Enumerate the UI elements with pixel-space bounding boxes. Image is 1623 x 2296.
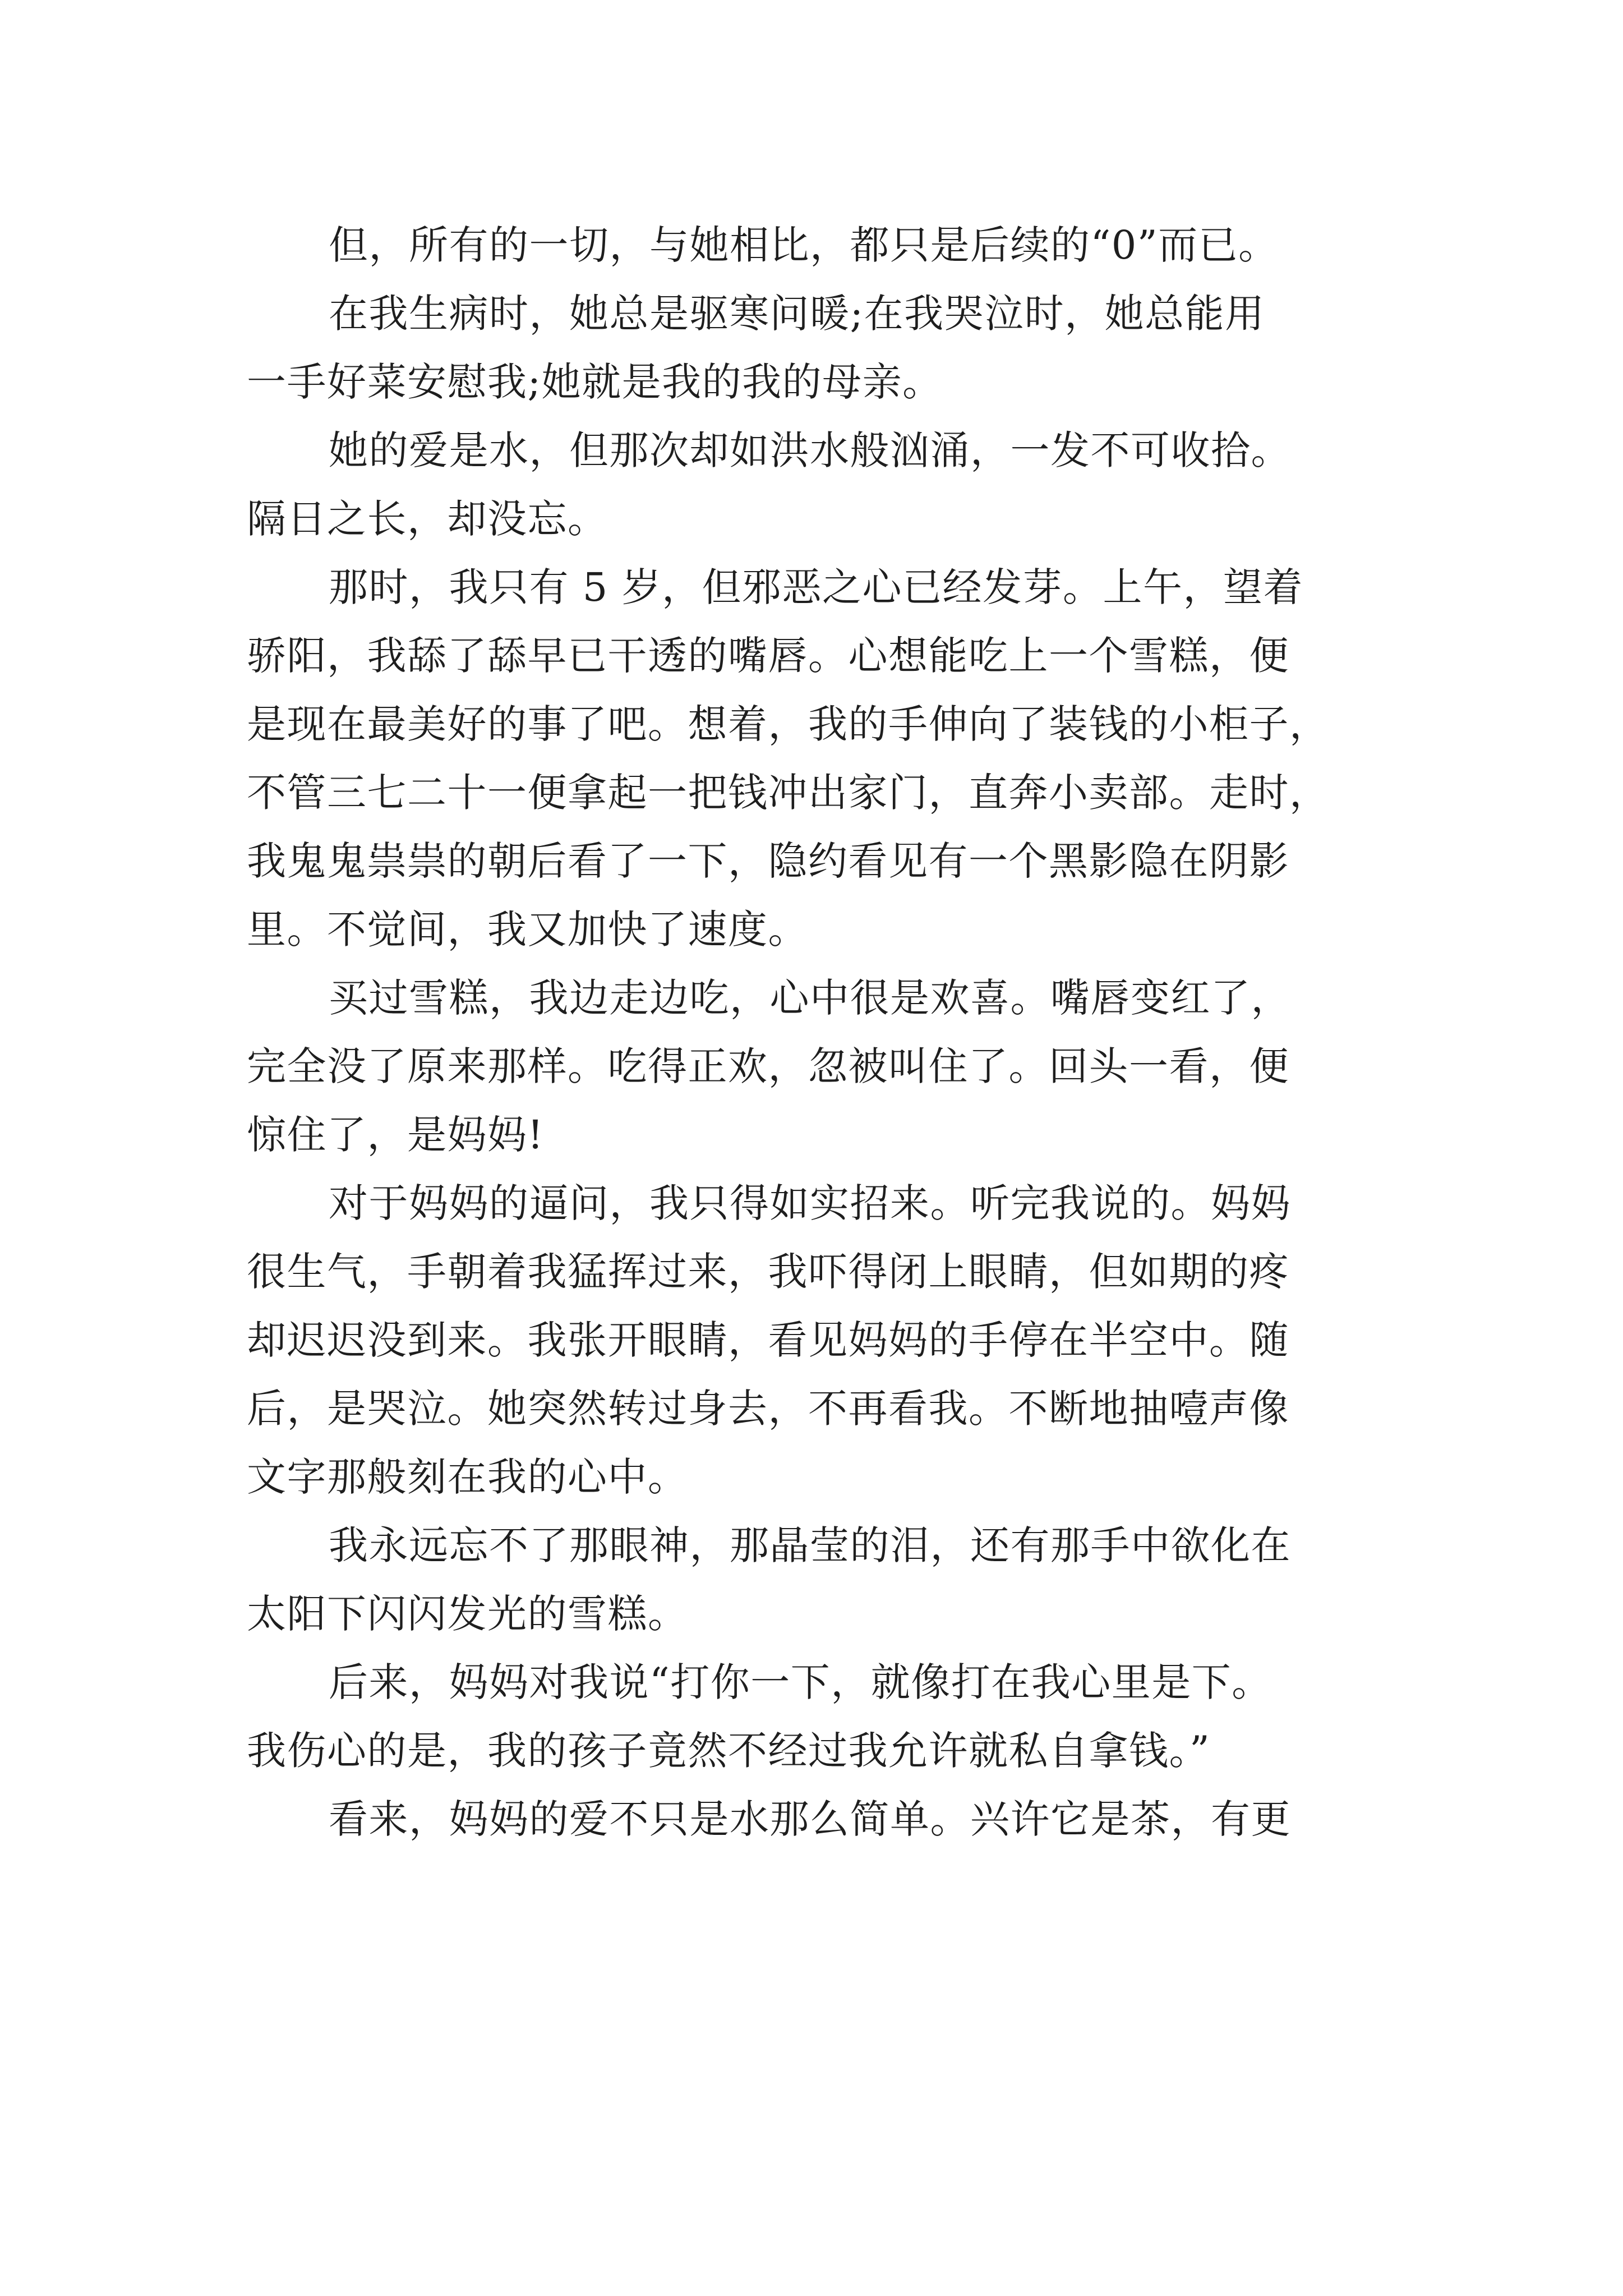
- text-line: 不管三七二十一便拿起一把钱冲出家门，直奔小卖部。走时，: [247, 770, 1330, 816]
- text-line: 但，所有的一切，与她相比，都只是后续的“0”而已。: [329, 222, 1279, 268]
- text-line: 很生气，手朝着我猛挥过来，我吓得闭上眼睛，但如期的疼: [247, 1249, 1289, 1295]
- document-body: [247, 211, 1391, 1853]
- text-line: 在我生病时，她总是驱寒问暖;在我哭泣时，她总能用: [329, 291, 1265, 337]
- text-line: 后来，妈妈对我说“打你一下，就像打在我心里是下。: [329, 1659, 1272, 1705]
- text-line: 却迟迟没到来。我张开眼睛，看见妈妈的手停在半空中。随: [247, 1317, 1289, 1363]
- text-line: 看来，妈妈的爱不只是水那么简单。兴许它是茶，有更: [329, 1796, 1291, 1842]
- text-line: 是现在最美好的事了吧。想着，我的手伸向了装钱的小柜子，: [247, 701, 1330, 747]
- text-line: 后，是哭泣。她突然转过身去，不再看我。不断地抽噎声像: [247, 1386, 1289, 1432]
- text-line: 买过雪糕，我边走边吃，心中很是欢喜。嘴唇变红了，: [329, 975, 1291, 1021]
- text-line: 文字那般刻在我的心中。: [247, 1454, 688, 1500]
- text-line: 骄阳，我舔了舔早已干透的嘴唇。心想能吃上一个雪糕，便: [247, 633, 1289, 679]
- text-line: 惊住了，是妈妈!: [247, 1112, 545, 1158]
- text-line: 她的爱是水，但那次却如洪水般汹涌，一发不可收拾。: [329, 427, 1291, 473]
- text-line: 隔日之长，却没忘。: [247, 496, 608, 542]
- text-line: 完全没了原来那样。吃得正欢，忽被叫住了。回头一看，便: [247, 1043, 1289, 1089]
- text-line: 里。不觉间，我又加快了速度。: [247, 907, 808, 953]
- text-line: 那时，我只有 5 岁，但邪恶之心已经发芽。上午，望着: [329, 564, 1304, 610]
- text-line: 一手好菜安慰我;她就是我的我的母亲。: [247, 359, 943, 405]
- text-line: 对于妈妈的逼问，我只得如实招来。听完我说的。妈妈: [329, 1180, 1291, 1226]
- text-line: 我鬼鬼祟祟的朝后看了一下，隐约看见有一个黑影隐在阴影: [247, 838, 1289, 884]
- text-line: 我永远忘不了那眼神，那晶莹的泪，还有那手中欲化在: [329, 1522, 1291, 1568]
- text-line: 我伤心的是，我的孩子竟然不经过我允许就私自拿钱。”: [247, 1728, 1211, 1774]
- text-line: 太阳下闪闪发光的雪糕。: [247, 1591, 688, 1637]
